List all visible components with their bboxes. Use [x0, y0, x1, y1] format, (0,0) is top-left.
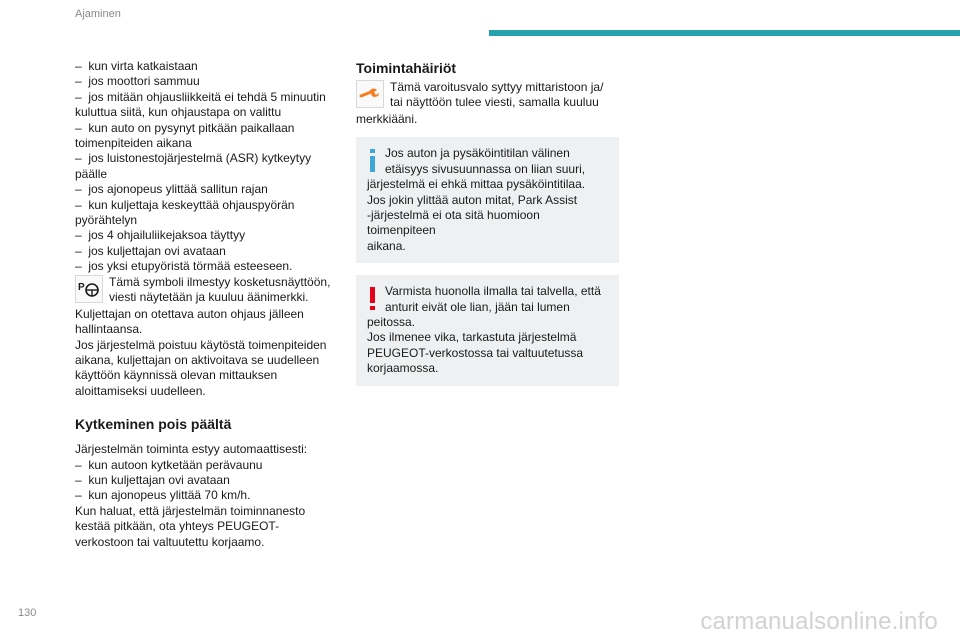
exclamation-warning-icon [368, 287, 377, 310]
park-assist-icon-letter: P [78, 281, 85, 293]
header-accent-bar [489, 30, 960, 36]
park-assist-symbol-block [75, 275, 337, 307]
list-item: – kun kuljettaja keskeyttää ohjauspyörän [75, 197, 295, 212]
warning-note [356, 275, 619, 385]
paragraph-line: käyttöön käynnissä olevan mittauksen [75, 368, 278, 383]
left-column [75, 59, 337, 550]
note-line: korjaamossa. [367, 361, 439, 376]
list-item: – jos 4 ohjailuliikejaksoa täyttyy [75, 228, 246, 243]
page-number: 130 [18, 607, 37, 619]
note-line: -järjestelmä ei ota sitä huomioon toimenpiteen [367, 208, 544, 238]
list-item: – jos luistonestojärjestelmä (ASR) kytkeytyy [75, 151, 312, 166]
wrench-icon [356, 80, 384, 108]
list-item: – jos moottori sammuu [75, 74, 200, 89]
section-heading-malfunctions: Toimintahäiriöt [356, 60, 457, 76]
note-line: järjestelmä ei ehkä mittaa pysäköintitilaa. [367, 177, 586, 192]
note-line: Jos ilmenee vika, tarkastuta järjestelmä [367, 330, 577, 345]
paragraph-line: hallintaansa. [75, 322, 143, 337]
deactivation-conditions-list [75, 59, 337, 275]
info-note [356, 137, 619, 263]
info-icon [368, 149, 377, 172]
list-item: – kun auto on pysynyt pitkään paikallaan [75, 120, 295, 135]
note-line: Jos auton ja pysäköintitilan välinen [385, 146, 570, 161]
paragraph-line: aikana, kuljettajan on aktivoitava se uudelleen [75, 352, 320, 367]
warning-light-text: tai näyttöön tulee viesti, samalla kuuluu [390, 95, 599, 110]
warning-light-block [356, 80, 619, 112]
list-item: – jos mitään ohjausliikkeitä ei tehdä 5 minuutin [75, 89, 326, 104]
list-item: pyörähtelyn [75, 213, 138, 228]
note-line: aikana. [367, 238, 406, 253]
list-item: – kun virta katkaistaan [75, 59, 198, 73]
list-item: – jos ajonopeus ylittää sallitun rajan [75, 182, 268, 197]
note-line: peitossa. [367, 315, 416, 330]
note-line: Varmista huonolla ilmalla tai talvella, että [385, 284, 601, 299]
symbol-description-line: viesti näytetään ja kuuluu äänimerkki. [109, 290, 309, 305]
list-item: – jos kuljettajan ovi avataan [75, 243, 226, 258]
paragraph-line: aloittamiseksi uudelleen. [75, 383, 206, 398]
paragraph-line: kestää pitkään, ota yhteys PEUGEOT- [75, 519, 280, 534]
warning-light-text: Tämä varoitusvalo syttyy mittaristoon ja/ [390, 80, 604, 94]
list-item: – jos yksi etupyöristä törmää esteeseen. [75, 259, 293, 274]
list-item: kuluttua siitä, kun ohjaustapa on valittu [75, 105, 282, 120]
list-item: päälle [75, 166, 108, 181]
note-line: PEUGEOT-verkostossa tai valtuutetussa [367, 345, 584, 360]
paragraph-line: Jos järjestelmä poistuu käytöstä toimenpiteiden [75, 337, 327, 352]
paragraph-line: verkostoon tai valtuutettu korjaamo. [75, 534, 265, 549]
paragraph-line: Järjestelmän toiminta estyy automaattisesti: [75, 442, 308, 457]
section-title: Ajaminen [75, 8, 121, 20]
park-assist-steering-icon [75, 275, 103, 303]
deactivation-paragraph [75, 442, 337, 550]
symbol-description-line: Tämä symboli ilmestyy kosketusnäyttöön, [109, 274, 331, 289]
paragraph-line: Kuljettajan on otettava auton ohjaus jälleen [75, 306, 304, 321]
paragraph-line: – kun autoon kytketään perävaunu [75, 457, 263, 472]
paragraph-line: – kun kuljettajan ovi avataan [75, 472, 230, 487]
note-line: etäisyys sivusuunnassa on liian suuri, [385, 161, 586, 176]
note-line: anturit eivät ole lian, jään tai lumen [385, 299, 570, 314]
note-line: Jos jokin ylittää auton mitat, Park Assist [367, 192, 578, 207]
paragraph-line: Kun haluat, että järjestelmän toiminnanesto [75, 503, 306, 518]
right-column [356, 59, 619, 386]
watermark: carmanualsonline.info [700, 608, 938, 635]
warning-light-text: merkkiääni. [356, 112, 418, 126]
list-item: toimenpiteiden aikana [75, 136, 192, 151]
section-heading-deactivation: Kytkeminen pois päältä [75, 416, 232, 433]
paragraph-line: – kun ajonopeus ylittää 70 km/h. [75, 488, 251, 503]
symbol-description-continued [75, 307, 337, 399]
